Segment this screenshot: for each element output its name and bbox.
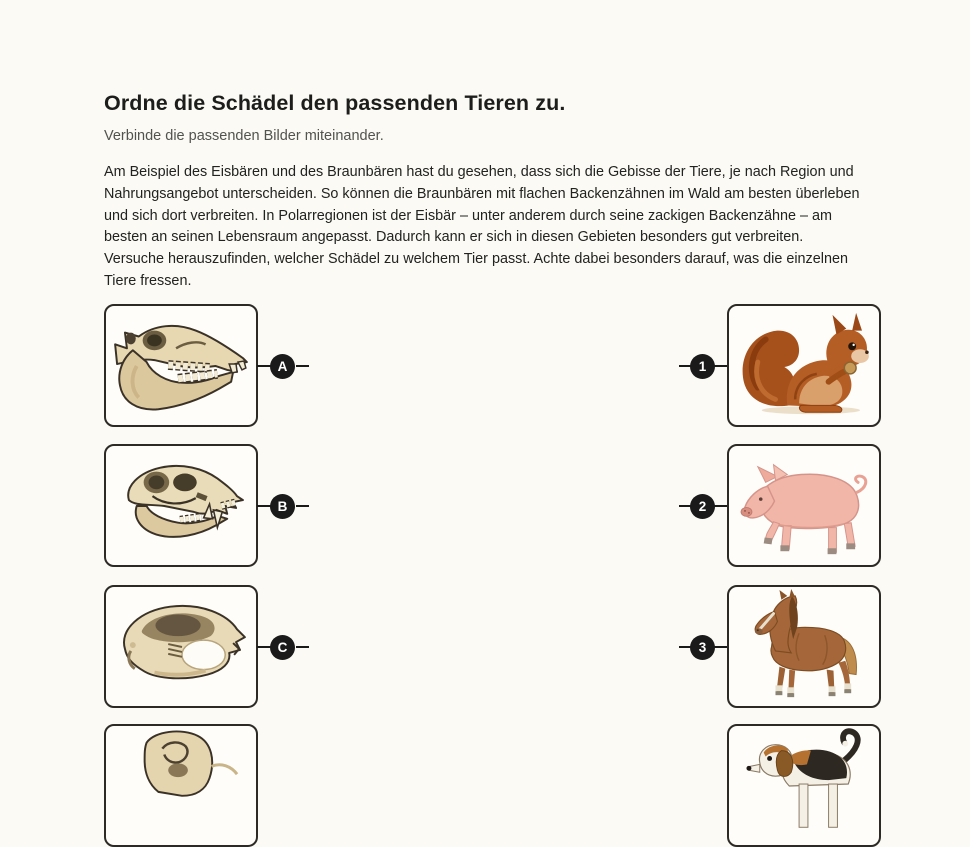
connector-line-a: [257, 365, 271, 367]
label-badge-1[interactable]: 1: [690, 354, 715, 379]
beagle-dog-icon: [730, 727, 878, 844]
horse-icon: [730, 588, 878, 705]
skull-card-a[interactable]: [104, 304, 258, 427]
animal-card-1[interactable]: [727, 304, 881, 427]
skull-card-d[interactable]: [104, 724, 258, 847]
connector-line-b: [257, 505, 271, 507]
skull-card-b[interactable]: [104, 444, 258, 567]
partial-skull-icon: [107, 727, 255, 844]
intro-text: [104, 162, 866, 293]
label-badge-c[interactable]: C: [270, 635, 295, 660]
page-title: Ordne die Schädel den passenden Tieren zu.: [104, 91, 566, 115]
animal-card-3[interactable]: [727, 585, 881, 708]
connector-stub-b[interactable]: [296, 505, 309, 507]
connector-stub-a[interactable]: [296, 365, 309, 367]
page-subtitle: Verbinde die passenden Bilder miteinander.: [104, 128, 384, 144]
intro-paragraph-2: Versuche herauszufinden, welcher Schädel zu welchem Tier passt. Achte dabei besonders darauf, was die einzelnen Tiere fressen.: [104, 251, 848, 289]
connector-line-2: [714, 505, 728, 507]
skull-card-c[interactable]: [104, 585, 258, 708]
squirrel-icon: [730, 307, 878, 424]
label-badge-3[interactable]: 3: [690, 635, 715, 660]
horse-skull-icon: [107, 307, 255, 424]
label-badge-a[interactable]: A: [270, 354, 295, 379]
rodent-skull-icon: [107, 588, 255, 705]
connector-line-3: [714, 646, 728, 648]
predator-skull-icon: [107, 447, 255, 564]
animal-card-2[interactable]: [727, 444, 881, 567]
label-badge-b[interactable]: B: [270, 494, 295, 519]
animal-card-4[interactable]: [727, 724, 881, 847]
connector-line-c: [257, 646, 271, 648]
label-badge-2[interactable]: 2: [690, 494, 715, 519]
intro-paragraph-1: Am Beispiel des Eisbären und des Braunbären hast du gesehen, dass sich die Gebisse der Tiere, je nach Region und Nahrungsangebot unterscheiden. So können die Braunbären mit flachen Backenzähnen im Wald am besten überleben und sich dort verbreiten. In Polarregionen ist der Eisbär – unter anderem durch seine zackigen Backenzähne – am besten an seinen Lebensraum angepasst. Dadurch kann er sich in diesen Gebieten besonders gut verbreiten.: [104, 164, 860, 246]
connector-line-1: [714, 365, 728, 367]
connector-stub-c[interactable]: [296, 646, 309, 648]
pig-icon: [730, 447, 878, 564]
